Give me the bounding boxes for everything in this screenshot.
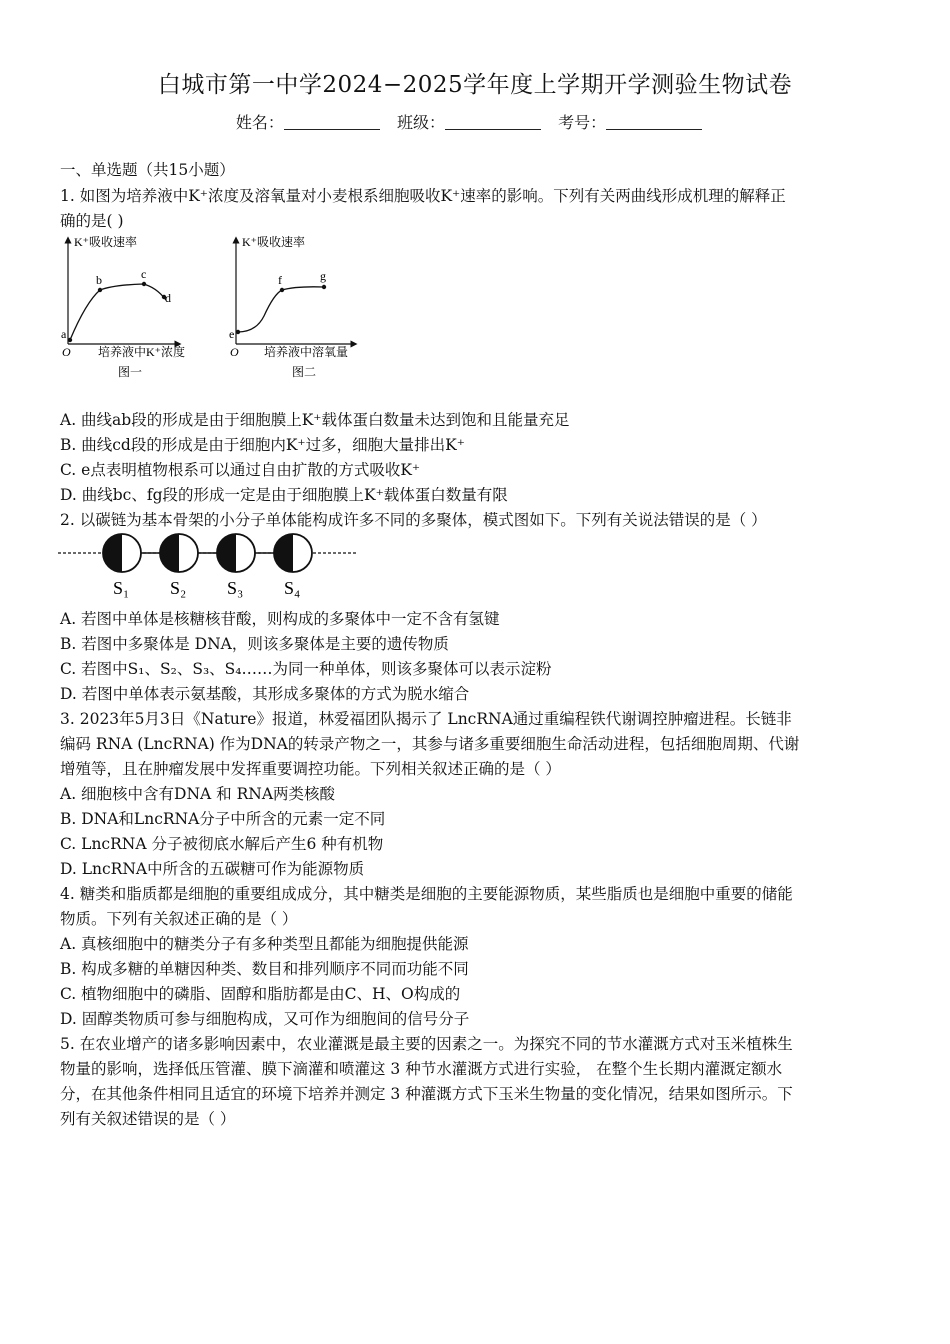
q1-stem-line1: 1. 如图为培养液中K⁺浓度及溶氧量对小麦根系细胞吸收K⁺速率的影响。下列有关两曲线形成机理的解释正 [60, 187, 786, 205]
q3-stem-line3: 增殖等，且在肿瘤发展中发挥重要调控功能。下列相关叙述正确的是（ ） [60, 760, 561, 778]
q2-option-d: D. 若图中单体表示氨基酸，其形成多聚体的方式为脱水缩合 [60, 685, 470, 703]
exam-title: 白城市第一中学2024−2025学年度上学期开学测验生物试卷 [157, 72, 793, 98]
fig1-point-a [68, 338, 72, 342]
q4-option-a: A. 真核细胞中的糖类分子有多种类型且都能为细胞提供能源 [60, 935, 469, 953]
q2-label-s4: S₄ [284, 578, 301, 598]
class-label: 班级： [396, 113, 445, 132]
fig2-point-g [322, 285, 326, 289]
q2-option-c: C. 若图中S₁、S₂、S₃、S₄……为同一种单体，则该多聚体可以表示淀粉 [60, 660, 552, 678]
student-info-line [0, 110, 950, 133]
q2-stem: 2. 以碳链为基本骨架的小分子单体能构成许多不同的多聚体，模式图如下。下列有关说法错误的是（ ） [60, 511, 767, 529]
fig2-curve [238, 287, 324, 332]
q3-option-b: B. DNA和LncRNA分子中所含的元素一定不同 [60, 810, 386, 828]
fig2-label-e: e [229, 327, 235, 341]
q3-stem-line2: 编码 RNA (LncRNA) 作为DNA的转录产物之一，其参与诸多重要细胞生命活动进程，包括细胞周期、代谢 [60, 735, 800, 753]
fig1-xlabel: 培养液中K⁺浓度 [98, 345, 186, 359]
fig1-graph [61, 234, 185, 379]
q5-stem-line2: 物量的影响，选择低压管灌、膜下滴灌和喷灌这 3 种节水灌溉方式进行实验， 在整个生长期内灌溉定额水 [60, 1060, 783, 1078]
q1-option-d: D. 曲线bc、fg段的形成一定是由于细胞膜上K⁺载体蛋白数量有限 [60, 486, 508, 504]
q3-stem-line1: 3. 2023年5月3日《Nature》报道，林爱福团队揭示了 LncRNA通过重编程铁代谢调控肿瘤进程。长链非 [60, 710, 792, 728]
fig1-label-b: b [96, 273, 102, 287]
fig1-label-c: c [141, 267, 147, 281]
fig1-caption: 图一 [118, 365, 143, 379]
q1-option-b: B. 曲线cd段的形成是由于细胞内K⁺过多，细胞大量排出K⁺ [60, 436, 465, 454]
fig1-point-c [142, 282, 146, 286]
fig2-point-f [280, 288, 284, 292]
q2-label-s3: S₃ [227, 578, 244, 598]
q2-option-b: B. 若图中多聚体是 DNA，则该多聚体是主要的遗传物质 [60, 635, 449, 653]
q3-option-a: A. 细胞核中含有DNA 和 RNA两类核酸 [60, 785, 336, 803]
fig1-label-a: a [61, 327, 67, 341]
q1-option-a: A. 曲线ab段的形成是由于细胞膜上K⁺载体蛋白数量未达到饱和且能量充足 [60, 411, 570, 429]
fig2-ylabel: K⁺吸收速率 [242, 235, 306, 249]
q2-label-s1: S₁ [113, 578, 130, 598]
section-heading: 一、单选题（共15小题） [60, 161, 235, 179]
q2-option-a: A. 若图中单体是核糖核苷酸，则构成的多聚体中一定不含有氢键 [60, 610, 500, 628]
number-blank[interactable] [606, 115, 702, 130]
q2-monomer-s4 [274, 534, 312, 572]
q2-monomer-s2 [160, 534, 198, 572]
name-blank[interactable] [284, 115, 380, 130]
fig1-origin: O [62, 345, 71, 359]
name-label: 姓名： [235, 113, 284, 132]
q1-stem-line2: 确的是( ) [60, 212, 124, 230]
q4-option-d: D. 固醇类物质可参与细胞构成，又可作为细胞间的信号分子 [60, 1010, 470, 1028]
q4-stem-line2: 物质。下列有关叙述正确的是（ ） [60, 910, 298, 928]
q2-monomer-chain [58, 530, 368, 600]
fig2-graph [229, 234, 354, 379]
fig2-caption: 图二 [292, 365, 317, 379]
q5-stem-line3: 分，在其他条件相同且适宜的环境下培养并测定 3 种灌溉方式下玉米生物量的变化情况，结果如图所示。下 [60, 1085, 793, 1103]
q2-monomer-s1 [103, 534, 141, 572]
q1-option-c: C. e点表明植物根系可以通过自由扩散的方式吸收K⁺ [60, 461, 421, 479]
fig2-label-f: f [278, 273, 282, 287]
fig2-xlabel: 培养液中溶氧量 [264, 345, 349, 359]
fig1-point-b [98, 288, 102, 292]
q5-stem-line4: 列有关叙述错误的是（ ） [60, 1110, 236, 1128]
q5-stem-line1: 5. 在农业增产的诸多影响因素中，农业灌溉是最主要的因素之一。为探究不同的节水灌溉方式对玉米植株生 [60, 1035, 793, 1053]
q2-label-s2: S₂ [170, 578, 187, 598]
fig2-point-e [236, 330, 240, 334]
q3-option-c: C. LncRNA 分子被彻底水解后产生6 种有机物 [60, 835, 384, 853]
q1-figures [58, 232, 378, 382]
class-blank[interactable] [445, 115, 541, 130]
q2-monomer-s3 [217, 534, 255, 572]
fig1-label-d: d [165, 291, 171, 305]
fig2-origin: O [230, 345, 239, 359]
fig1-curve [70, 284, 166, 340]
number-label: 考号： [558, 113, 607, 132]
q4-option-c: C. 植物细胞中的磷脂、固醇和脂肪都是由C、H、O构成的 [60, 985, 461, 1003]
fig1-ylabel: K⁺吸收速率 [74, 235, 138, 249]
q4-option-b: B. 构成多糖的单糖因种类、数目和排列顺序不同而功能不同 [60, 960, 469, 978]
fig2-label-g: g [320, 269, 326, 283]
q3-option-d: D. LncRNA中所含的五碳糖可作为能源物质 [60, 860, 365, 878]
q4-stem-line1: 4. 糖类和脂质都是细胞的重要组成成分，其中糖类是细胞的主要能源物质，某些脂质也是细胞中重要的储能 [60, 885, 793, 903]
